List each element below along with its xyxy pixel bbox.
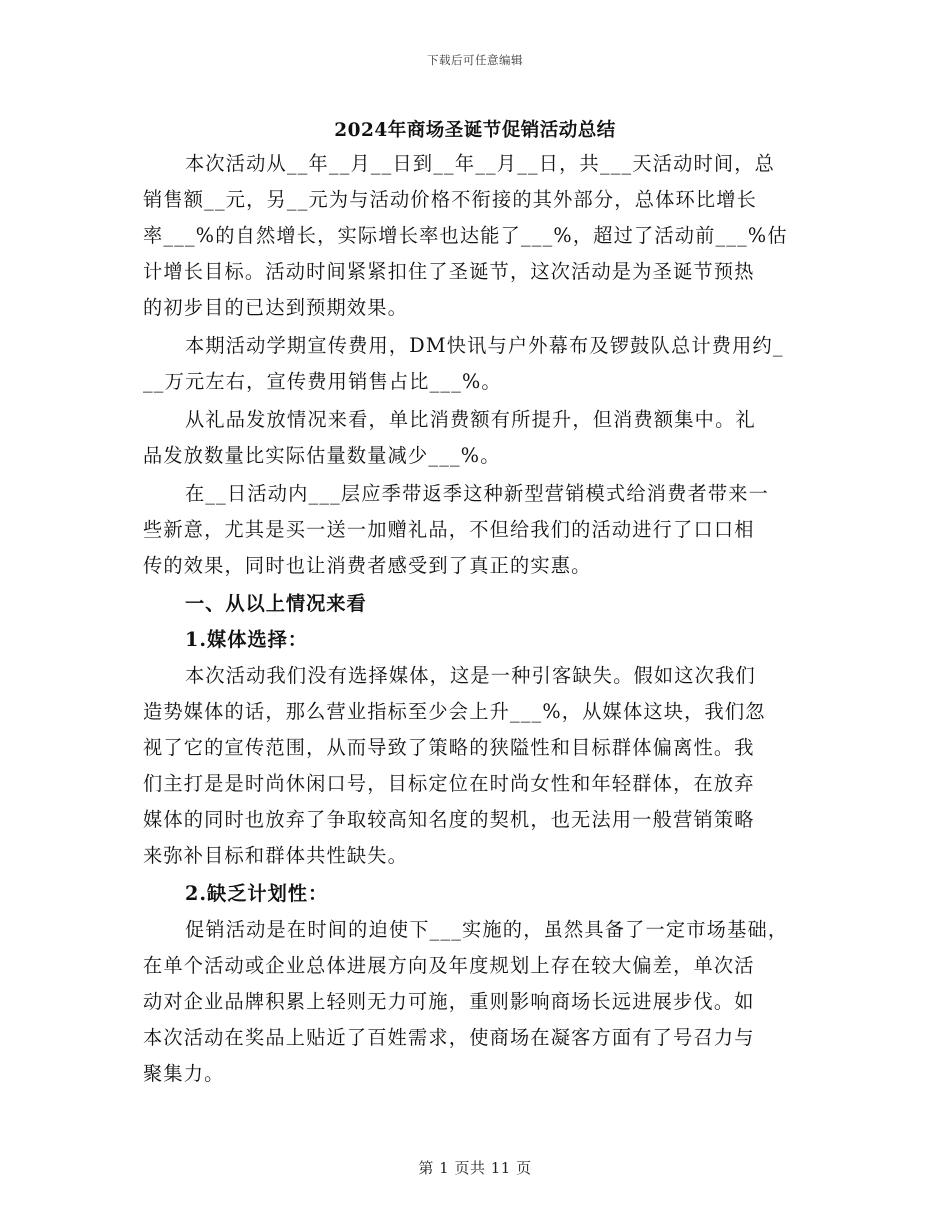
page-header-note: 下载后可任意编辑 [427,53,523,67]
paragraph-line: 造势媒体的话，那么营业指标至少会上升___%，从媒体这块，我们忽 [143,700,766,723]
paragraph-line: 传的效果，同时也让消费者感受到了真正的实惠。 [143,554,592,577]
paragraph-line: 品发放数量比实际估量数量减少___%。 [143,444,501,467]
paragraph-line: 从礼品发放情况来看，单比消费额有所提升，但消费额集中。礼 [185,408,756,431]
paragraph-line: 媒体的同时也放弃了争取较高知名度的契机，也无法用一般营销策略 [143,808,755,831]
paragraph-line: 本次活动在奖品上贴近了百姓需求，使商场在凝客方面有了号召力与 [143,1026,755,1049]
subsection-heading: 2.缺乏计划性： [185,882,329,905]
paragraph-line: 计增长目标。活动时间紧紧扣住了圣诞节，这次活动是为圣诞节预热 [143,260,755,283]
section-heading: 一、从以上情况来看 [185,592,367,615]
paragraph-line: 视了它的宣传范围，从而导致了策略的狭隘性和目标群体偏离性。我 [143,736,755,759]
page-number: 第 1 页共 11 页 [418,1159,532,1177]
paragraph-line: 本次活动从__年__月__日到__年__月__日，共___天活动时间，总 [185,152,776,175]
paragraph-line: 来弥补目标和群体共性缺失。 [143,844,409,867]
paragraph-line: 销售额__元，另__元为与活动价格不衔接的其外部分，总体环比增长 [143,188,758,211]
document-body [143,146,811,1092]
paragraph-line: 本次活动我们没有选择媒体，这是一种引客缺失。假如这次我们 [185,664,756,687]
paragraph-line: 促销活动是在时间的迫使下___实施的，虽然具备了一定市场基础， [185,918,789,941]
paragraph-line: 在__日活动内___层应季带返季这种新型营销模式给消费者带来一 [185,482,770,505]
subsection-heading: 1.媒体选择： [185,628,308,651]
paragraph-line: 们主打是是时尚休闲口号，目标定位在时尚女性和年轻群体，在放弃 [143,772,755,795]
paragraph-line: 率___%的自然增长，实际增长率也达能了___%，超过了活动前___%估 [143,224,788,247]
paragraph-line: 聚集力。 [143,1062,225,1085]
paragraph-line: 的初步目的已达到预期效果。 [143,296,409,319]
paragraph-line: __万元左右，宣传费用销售占比___%。 [143,370,502,393]
document-title: 2024年商场圣诞节促销活动总结 [334,120,616,141]
paragraph-line: 动对企业品牌积累上轻则无力可施，重则影响商场长远进展步伐。如 [143,990,755,1013]
paragraph-line: 在单个活动或企业总体进展方向及年度规划上存在较大偏差，单次活 [143,954,755,977]
paragraph-line: 本期活动学期宣传费用，DM快讯与户外幕布及锣鼓队总计费用约_ [185,334,784,357]
paragraph-line: 些新意，尤其是买一送一加赠礼品，不但给我们的活动进行了口口相 [143,518,755,541]
